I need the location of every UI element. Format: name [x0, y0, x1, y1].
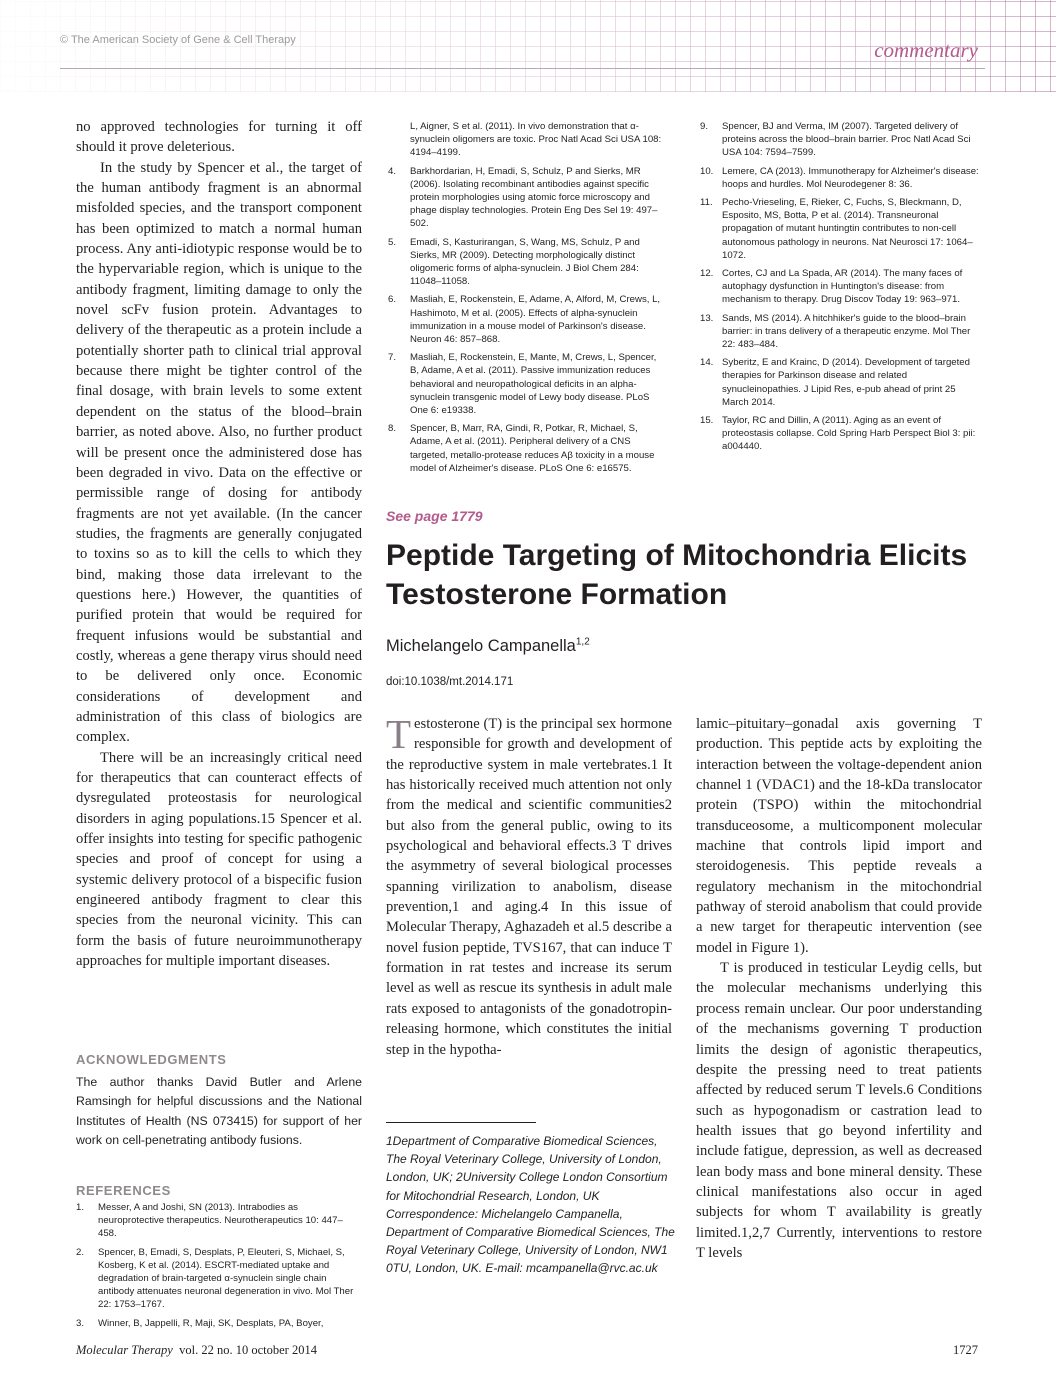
reference-item: [388, 351, 668, 417]
reference-text: L, Aigner, S et al. (2011). In vivo demonstration that α-synuclein oligomers are toxic. Proc Natl Acad Sci USA 108: 4194–4199.: [410, 121, 662, 159]
reference-item: [76, 1317, 356, 1330]
reference-number: 1.: [76, 1202, 85, 1213]
reference-number: 12.: [700, 268, 714, 280]
reference-text: Pecho-Vrieseling, E, Rieker, C, Fuchs, S, Bleckmann, D, Esposito, MS, Botta, P et al. (2014). Transneuronal propagation of mutant huntingtin contributes to non-cell autonomous pathology in neurons. Nat Neurosci 17: 1064–1072.: [722, 197, 973, 261]
reference-number: 10.: [700, 165, 714, 177]
reference-item: [700, 414, 982, 454]
reference-text: Messer, A and Joshi, SN (2013). Intrabodies as neuroprotective therapeutics. Neurotherapeutics 10: 447–458.: [98, 1202, 343, 1240]
reference-text: Lemere, CA (2013). Immunotherapy for Alzheimer's disease: hoops and hurdles. Mol Neurodegener 8: 36.: [722, 165, 979, 190]
article-body-right: [696, 714, 982, 1263]
reference-text: Barkhordarian, H, Emadi, S, Schulz, P and Sierks, MR (2006). Isolating recombinant antibodies against specific protein morphologies using atomic force microscopy and phage display technologies. Protein Eng Des Sel 19: 497–502.: [410, 165, 658, 230]
doi[interactable]: doi:10.1038/mt.2014.171: [386, 676, 514, 688]
reference-number: 4.: [388, 165, 397, 177]
reference-text: Masliah, E, Rockenstein, E, Mante, M, Crews, L, Spencer, B, Adame, A et al. (2011). Passive immunization reduces behavioral and neuropathological deficits in an alpha-synuclein transgenic model of Lewy body disease. PLoS One 6: e19338.: [410, 352, 657, 417]
author-affiliation-marks: 1,2: [575, 636, 590, 648]
reference-text: Cortes, CJ and La Spada, AR (2014). The many faces of autophagy dysfunction in Huntington's disease: from mechanism to therapy. Drug Discov Today 19: 963–971.: [722, 268, 963, 306]
acknowledgments-text: The author thanks David Butler and Arlene Ramsingh for helpful discussions and the National Institutes of Health (NS 073415) for support of her work on cell-penetrating antibody fusions.: [76, 1075, 362, 1147]
reference-text: Winner, B, Jappelli, R, Maji, SK, Desplats, PA, Boyer,: [98, 1317, 324, 1329]
reference-number: 7.: [388, 352, 397, 364]
reference-item: [388, 293, 668, 346]
reference-number: 14.: [700, 357, 714, 369]
article-title: Peptide Targeting of Mitochondria Elicits Testosterone Formation: [386, 539, 968, 611]
reference-text: Masliah, E, Rockenstein, E, Adame, A, Alford, M, Crews, L, Hashimoto, M et al. (2005). Effects of alpha-synuclein immunization in a mouse model of Parkinson's disease. Neuron 46: 857–868.: [410, 294, 661, 346]
reference-item: [388, 422, 668, 475]
reference-item: [388, 236, 668, 289]
author-name: Michelangelo Campanella: [386, 637, 576, 655]
reference-item: [76, 1201, 356, 1241]
reference-text: Taylor, RC and Dillin, A (2011). Aging as an event of proteostasis collapse. Cold Spring Harb Perspect Biol 3: pii: a004440.: [722, 415, 976, 453]
reference-text: Sands, MS (2014). A hitchhiker's guide to the blood–brain barrier: in trans delivery of a therapeutic enzyme. Mol Ther 22: 483–484.: [722, 312, 971, 351]
reference-item: [700, 356, 982, 409]
paragraph: There will be an increasingly critical need for therapeutics that can counteract effects of dysregulated proteostasis for neurological disorders in aging populations.15 Spencer et al. offer insights into testing for specific pathogenic species and proof of concept for using a systemic delivery protocol of a bispecific fusion engineered antibody fragment to clear this species from the neuronal vicinity. This can form the basis of future neuroimmunotherapy approaches for multiple important diseases.: [76, 749, 362, 970]
reference-item: [700, 120, 982, 160]
paragraph: In the study by Spencer et al., the target of the human antibody fragment is an abnormal misfolded species, and the transport component has been optimized to match a normal human process. Any anti-idiotypic response would be to the hypervariable region, which is unique to the antibody fragment, limiting damage to only the novel scFv fusion protein. Advantages to delivery of the therapeutic as a protein include a potentially shorter path to clinical trial approval because there might be tighter control of the final dosage, with brain levels to some extent dependent on the status of the blood–brain barrier, as noted above. Also, no further product will be present once the administered dose has been degraded in vivo. Data on the effective or permissible range of dosing for antibody fragments are not yet available. (In the cancer studies, the fragments are generally conjugated to toxins so as to kill the cells to which they bind, making those data irrelevant to the questions here.) However, the quantities of purified protein that would be required for frequent infusions would be substantial and costly, whereas a gene therapy virus should need to be delivered only once. Economic considerations of development and administration of this class of biologics are complex.: [76, 159, 362, 746]
paragraph: lamic–pituitary–gonadal axis governing T production. This peptide acts by exploiting the interaction between the voltage-dependent anion channel 1 (VDAC1) and the 18-kDa translocator protein (TSPO) within the mitochondrial transduceosome, a multicomponent molecular machine that controls lipid import and steroidogenesis. This peptide reveals a regulatory mechanism in the mitochondrial pathway of steroid anabolism that could provide a new target for therapeutic intervention (see model in Figure 1).: [696, 716, 982, 956]
journal-volume: vol. 22 no. 10 october 2014: [179, 1343, 317, 1357]
reference-text: Spencer, BJ and Verma, IM (2007). Targeted delivery of proteins across the blood–brain barrier. Proc Natl Acad Sci USA 104: 7594–7599.: [722, 121, 971, 159]
reference-number: 6.: [388, 294, 397, 306]
left-column-text: [76, 117, 362, 971]
reference-item: [700, 267, 982, 307]
paragraph-text: estosterone (T) is the principal sex hormone responsible for growth and development of the reproductive system in male vertebrates.1 It has historically received much attention not only from the medical and scientific communities2 but also from the general public, owing to its psychological and behavioral effects.3 T drives the asymmetry of several biological processes spanning virilization to anabolism, disease prevention,1 and aging.4 In this issue of Molecular Therapy, Aghazadeh et al.5 describe a novel fusion peptide, TVS167, that can induce T formation in rat testes and increase its serum level as well as rescue its synthesis in adult male rats exposed to antagonists of the gonadotropin-releasing hormone, which constitutes the initial step in the hypotha-: [386, 716, 672, 1058]
reference-number: 13.: [700, 312, 714, 324]
section-label: commentary: [874, 38, 978, 62]
drop-cap: T: [386, 711, 412, 757]
correspondence-text: Correspondence: Michelangelo Campanella, Department of Comparative Biomedical Sciences, The Royal Veterinary College, University of London, NW1 0TU, London, UK. E-mail: mcampanella@rvc.ac.uk: [386, 1206, 675, 1276]
paragraph: T is produced in testicular Leydig cells, but the molecular mechanisms underlying this process remain unclear. Our poor understanding of the mechanisms governing T production limits the design of agonistic therapeutics, despite the pressing need to treat patients affected by reduced serum T levels.6 Conditions such as hypogonadism or castration lead to health issues that go beyond infertility and include fatigue, depression, as well as decreased lean body mass and bone mineral density. These clinical manifestations also occur in aged subjects for whom T availability is greatly limited.1,2,7 Currently, interventions to restore T levels: [696, 960, 982, 1261]
affiliation-text: 1Department of Comparative Biomedical Sciences, The Royal Veterinary College, University of London, London, UK; 2University College London Consortium for Mitochondrial Research, London, UK: [386, 1134, 668, 1203]
reference-number: 8.: [388, 423, 397, 435]
reference-list-left: [76, 1201, 356, 1335]
reference-item: [388, 120, 668, 160]
reference-number: 3.: [76, 1317, 85, 1329]
reference-text: Emadi, S, Kasturirangan, S, Wang, MS, Schulz, P and Sierks, MR (2009). Detecting morphologically distinct oligomeric forms of alpha-synuclein. J Biol Chem 284: 11048–11058.: [410, 236, 640, 288]
page-number: 1727: [953, 1343, 978, 1357]
paragraph: [386, 711, 672, 1060]
affiliation-footnote: [386, 1132, 676, 1278]
reference-item: [700, 312, 982, 352]
see-page-link[interactable]: See page 1779: [386, 508, 483, 524]
references-heading: REFERENCES: [76, 1183, 171, 1198]
reference-number: 2.: [76, 1246, 85, 1258]
reference-text: Spencer, B, Emadi, S, Desplats, P, Eleuteri, S, Michael, S, Kosberg, K et al. (2014). ESCRT-mediated uptake and degradation of brain-targeted α-synuclein single chain antibody attenuates neuronal degeneration in vivo. Mol Ther 22: 1753–1767.: [98, 1246, 354, 1311]
reference-item: [76, 1246, 356, 1312]
reference-number: 9.: [700, 121, 709, 132]
reference-list-middle: [388, 120, 668, 480]
reference-item: [388, 165, 668, 231]
copyright-notice: © The American Society of Gene & Cell Therapy: [60, 34, 296, 46]
header-rule: [60, 68, 985, 69]
reference-number: 15.: [700, 415, 714, 427]
journal-name: Molecular Therapy: [76, 1343, 173, 1357]
reference-text: Syberitz, E and Krainc, D (2014). Development of targeted therapies for Parkinson disease and related synucleinopathies. J Lipid Res, e-pub ahead of print 25 March 2014.: [722, 357, 970, 408]
reference-number: 5.: [388, 236, 397, 248]
reference-item: [700, 196, 982, 262]
article-body-middle: [386, 711, 672, 1060]
acknowledgments-heading: ACKNOWLEDGMENTS: [76, 1052, 227, 1067]
footnote-rule: [386, 1122, 536, 1123]
footer-journal: [76, 1343, 317, 1358]
reference-number: 11.: [700, 197, 713, 209]
reference-item: [700, 165, 982, 191]
reference-text: Spencer, B, Marr, RA, Gindi, R, Potkar, R, Michael, S, Adame, A et al. (2011). Peripheral delivery of a CNS targeted, metallo-protease reduces Aβ toxicity in a mouse model of Alzheimer's disease. PLoS One 6: e16575.: [410, 423, 655, 474]
reference-list-right: [700, 120, 982, 459]
paragraph: no approved technologies for turning it off should it prove deleterious.: [76, 119, 362, 156]
author-line: [386, 637, 590, 656]
